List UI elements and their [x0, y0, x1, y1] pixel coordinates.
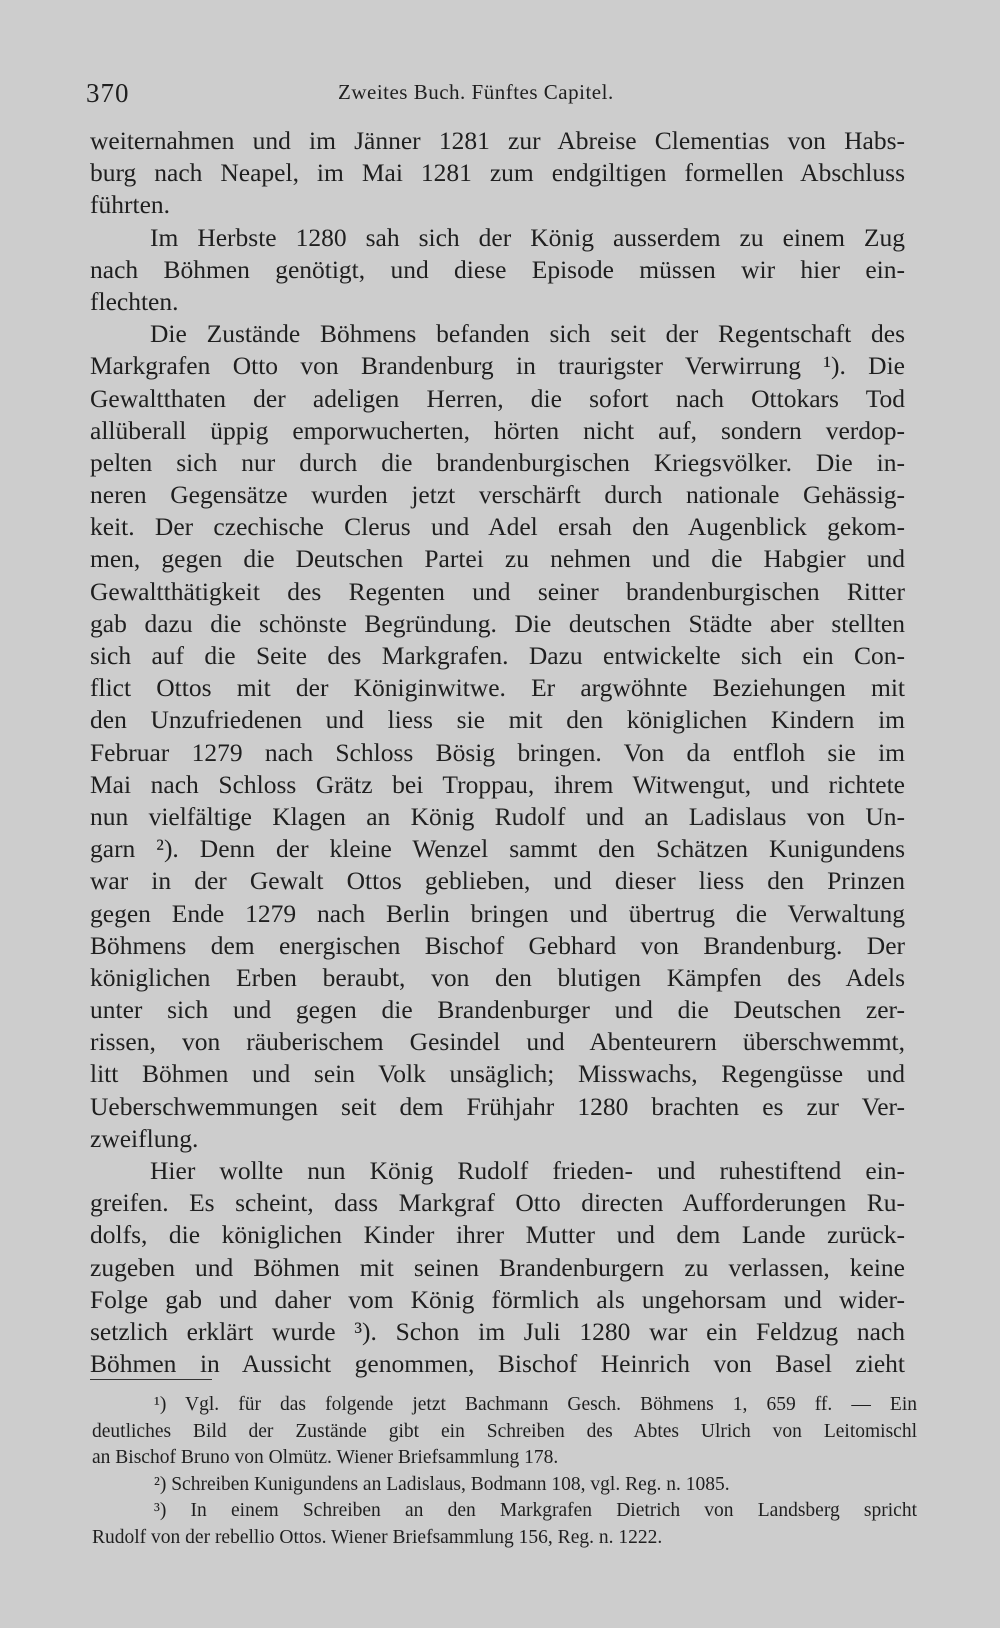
text-line: burg nach Neapel, im Mai 1281 zum endgiltigen formellen Abschluss [90, 158, 905, 188]
footnote-line: an Bischof Bruno von Olmütz. Wiener Briefsammlung 178. [92, 1447, 559, 1468]
text-line: Ueberschwemmungen seit dem Frühjahr 1280 brachten es zur Ver- [90, 1091, 905, 1121]
footnotes [92, 1392, 917, 1551]
text-line: pelten sich nur durch die brandenburgischen Kriegsvölker. Die in- [90, 447, 905, 477]
text-line: Böhmens dem energischen Bischof Gebhard von Brandenburg. Der [90, 930, 905, 960]
text-line: neren Gegensätze wurden jetzt verschärft durch nationale Gehässig- [90, 480, 905, 510]
text-line: zugeben und Böhmen mit seinen Brandenburgern zu verlassen, keine [90, 1252, 905, 1282]
text-line: garn ²). Denn der kleine Wenzel sammt den Schätzen Kunigundens [90, 834, 905, 864]
text-line: Hier wollte nun König Rudolf frieden- und ruhestiftend ein- [150, 1156, 905, 1185]
text-line: weiternahmen und im Jänner 1281 zur Abreise Clementias von Habs- [90, 126, 905, 155]
text-line: litt Böhmen und sein Volk unsäglich; Misswachs, Regengüsse und [90, 1059, 905, 1089]
text-line: Februar 1279 nach Schloss Bösig bringen. Von da entfloh sie im [90, 737, 905, 767]
page-header [86, 78, 906, 112]
text-line: setzlich erklärt wurde ³). Schon im Juli 1280 war ein Feldzug nach [90, 1316, 905, 1346]
text-line: war in der Gewalt Ottos geblieben, und dieser liess den Prinzen [90, 866, 905, 896]
footnote-line: Rudolf von der rebellio Ottos. Wiener Briefsammlung 156, Reg. n. 1222. [92, 1526, 663, 1548]
text-line: men, gegen die Deutschen Partei zu nehmen und die Habgier und [90, 544, 905, 574]
text-line: unter sich und gegen die Brandenburger und die Deutschen zer- [90, 995, 905, 1025]
text-line: nun vielfältige Klagen an König Rudolf und an Ladislaus von Un- [90, 801, 905, 831]
page-number: 370 [86, 78, 130, 108]
text-line: flict Ottos mit der Königinwitwe. Er argwöhnte Beziehungen mit [90, 673, 905, 703]
text-line: flechten. [90, 286, 179, 316]
text-line: Gewaltthätigkeit des Regenten und seiner brandenburgischen Ritter [90, 576, 905, 606]
text-line: den Unzufriedenen und liess sie mit den königlichen Kindern im [90, 705, 905, 735]
text-line: rissen, von räuberischem Gesindel und Abenteurern überschwemmt, [90, 1027, 905, 1057]
running-head: Zweites Buch. Fünftes Capitel. [338, 80, 614, 104]
text-line: dolfs, die königlichen Kinder ihrer Mutter und dem Lande zurück- [90, 1220, 905, 1250]
text-line: führten. [90, 190, 171, 220]
text-line: gab dazu die schönste Begründung. Die deutschen Städte aber stellten [90, 608, 905, 638]
text-line: keit. Der czechische Clerus und Adel ersah den Augenblick gekom- [90, 512, 905, 542]
text-line: Folge gab und daher vom König förmlich als ungehorsam und wider- [90, 1284, 905, 1314]
text-line: Böhmen in Aussicht genommen, Bischof Heinrich von Basel zieht [90, 1349, 905, 1379]
text-line: zweiflung. [90, 1123, 199, 1153]
text-line: allüberall üppig emporwucherten, hörten nicht auf, sondern verdop- [90, 415, 905, 445]
footnote-line: ²) Schreiben Kunigundens an Ladislaus, Bodmann 108, vgl. Reg. n. 1085. [154, 1473, 730, 1495]
text-line: greifen. Es scheint, dass Markgraf Otto directen Aufforderungen Ru- [90, 1188, 905, 1218]
text-line: Gewaltthaten der adeligen Herren, die sofort nach Ottokars Tod [90, 383, 905, 413]
text-line: königlichen Erben beraubt, von den blutigen Kämpfen des Adels [90, 962, 905, 992]
footnote-line: deutliches Bild der Zustände gibt ein Schreiben des Abtes Ulrich von Leitomischl [92, 1420, 917, 1442]
text-line: Mai nach Schloss Grätz bei Troppau, ihrem Witwengut, und richtete [90, 769, 905, 799]
text-line: Die Zustände Böhmens befanden sich seit der Regentschaft des [150, 319, 905, 349]
footnote-line: ¹) Vgl. für das folgende jetzt Bachmann Gesch. Böhmens 1, 659 ff. — Ein [154, 1394, 917, 1415]
text-line: nach Böhmen genötigt, und diese Episode müssen wir hier ein- [90, 254, 905, 284]
footnote-separator [90, 1379, 212, 1380]
footnote-line: ³) In einem Schreiben an den Markgrafen Dietrich von Landsberg spricht [154, 1500, 917, 1521]
text-line: sich auf die Seite des Markgrafen. Dazu entwickelte sich ein Con- [90, 641, 905, 670]
text-line: Im Herbste 1280 sah sich der König ausserdem zu einem Zug [150, 222, 905, 252]
text-line: gegen Ende 1279 nach Berlin bringen und übertrug die Verwaltung [90, 898, 905, 928]
text-line: Markgrafen Otto von Brandenburg in traurigster Verwirrung ¹). Die [90, 351, 905, 381]
body-text [90, 125, 905, 1380]
